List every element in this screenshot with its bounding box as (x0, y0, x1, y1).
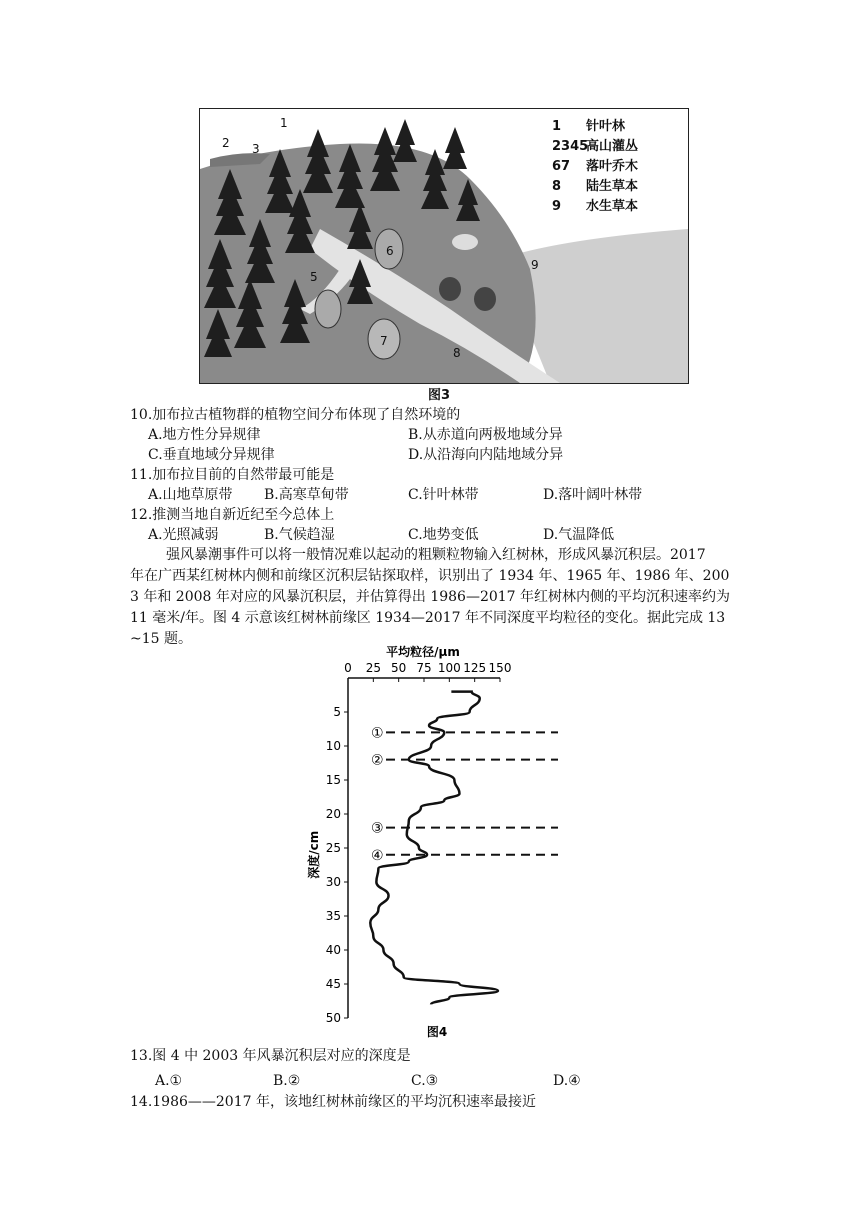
legend-item: 1 针叶林 (552, 119, 626, 134)
figure-3-caption: 图3 (428, 388, 451, 403)
question-12-stem: 12.推测当地自新近纪至今总体上 (130, 507, 335, 523)
y-tick-label: 40 (325, 943, 341, 957)
option: D.气温降低 (543, 527, 615, 543)
option: C.针叶林带 (408, 487, 479, 503)
y-tick-label: 50 (325, 1011, 341, 1025)
y-tick-label: 35 (325, 909, 341, 923)
legend-item: 67 落叶乔木 (552, 159, 639, 174)
option: C.③ (411, 1073, 439, 1089)
question-11-stem: 11.加布拉目前的自然带最可能是 (130, 467, 335, 483)
map-number: 2 (222, 136, 230, 150)
x-tick-label: 75 (416, 661, 432, 675)
y-tick-label: 30 (325, 875, 341, 889)
y-tick-label: 20 (325, 807, 341, 821)
option: B.气候趋湿 (264, 527, 335, 543)
map-number: 9 (531, 258, 539, 272)
question-14-stem: 14.1986——2017 年，该地红树林前缘区的平均沉积速率最接近 (130, 1094, 536, 1110)
option: B.从赤道向两极地域分异 (408, 427, 563, 443)
passage-line: 3 年和 2008 年对应的风暴沉积层，并估算得出 1986—2017 年红树林内侧的平均沉积速率约为 (130, 589, 731, 605)
x-tick-label: 100 (437, 661, 461, 675)
grain-size-curve (370, 692, 498, 1005)
y-tick-label: 45 (325, 977, 341, 991)
map-number: 6 (386, 244, 394, 258)
map-number: 1 (280, 116, 288, 130)
reference-line-label: ③ (371, 820, 384, 837)
passage-line: ~15 题。 (130, 631, 192, 647)
y-axis-label: 深度/cm (307, 830, 321, 879)
map-number: 7 (380, 334, 388, 348)
option: A.地方性分异规律 (148, 427, 261, 443)
x-axis-label: 平均粒径/μm (386, 645, 460, 659)
reference-line-label: ② (371, 752, 384, 769)
question-10-stem: 10.加布拉古植物群的植物空间分布体现了自然环境的 (130, 407, 461, 423)
y-tick-label: 15 (325, 773, 341, 787)
figure-3-illustration (199, 108, 689, 384)
legend-item: 8 陆生草本 (552, 179, 639, 194)
x-tick-label: 0 (344, 661, 352, 675)
x-tick-label: 125 (463, 661, 487, 675)
figure-4-caption: 图4 (426, 1025, 448, 1039)
question-13-stem: 13.图 4 中 2003 年风暴沉积层对应的深度是 (130, 1048, 411, 1064)
option: A.山地草原带 (148, 487, 233, 503)
x-tick-label: 50 (391, 661, 407, 675)
y-tick-label: 25 (325, 841, 341, 855)
reference-line-label: ① (371, 725, 384, 742)
option: C.垂直地域分异规律 (148, 447, 275, 463)
map-number: 8 (453, 346, 461, 360)
map-number: 3 (252, 142, 260, 156)
passage-line: 年在广西某红树林内侧和前缘区沉积层钻探取样，识别出了 1934 年、1965 年、1986 年、200 (130, 568, 730, 584)
x-tick-label: 25 (365, 661, 381, 675)
option: B.高寒草甸带 (264, 487, 349, 503)
y-tick-label: 10 (325, 739, 341, 753)
option: D.④ (553, 1073, 581, 1089)
legend (552, 117, 638, 217)
x-tick-label: 150 (488, 661, 512, 675)
figure-4-chart (300, 640, 570, 1040)
option: C.地势变低 (408, 527, 479, 543)
option: A.光照减弱 (148, 527, 219, 543)
reference-line-label: ④ (371, 847, 384, 864)
passage-line: 11 毫米/年。图 4 示意该红树林前缘区 1934—2017 年不同深度平均粒径的变化。据此完成 13 (130, 610, 726, 626)
map-number: 5 (310, 270, 318, 284)
legend-item: 2345高山灌丛 (552, 139, 639, 154)
option: D.从沿海向内陆地域分异 (408, 447, 564, 463)
option: B.② (273, 1073, 301, 1089)
legend-item: 9 水生草本 (552, 199, 639, 214)
option: D.落叶阔叶林带 (543, 487, 643, 503)
y-tick-label: 5 (333, 705, 341, 719)
passage-line: 强风暴潮事件可以将一般情况难以起动的粗颗粒物输入红树林，形成风暴沉积层。2017 (166, 547, 706, 563)
option: A.① (155, 1073, 183, 1089)
